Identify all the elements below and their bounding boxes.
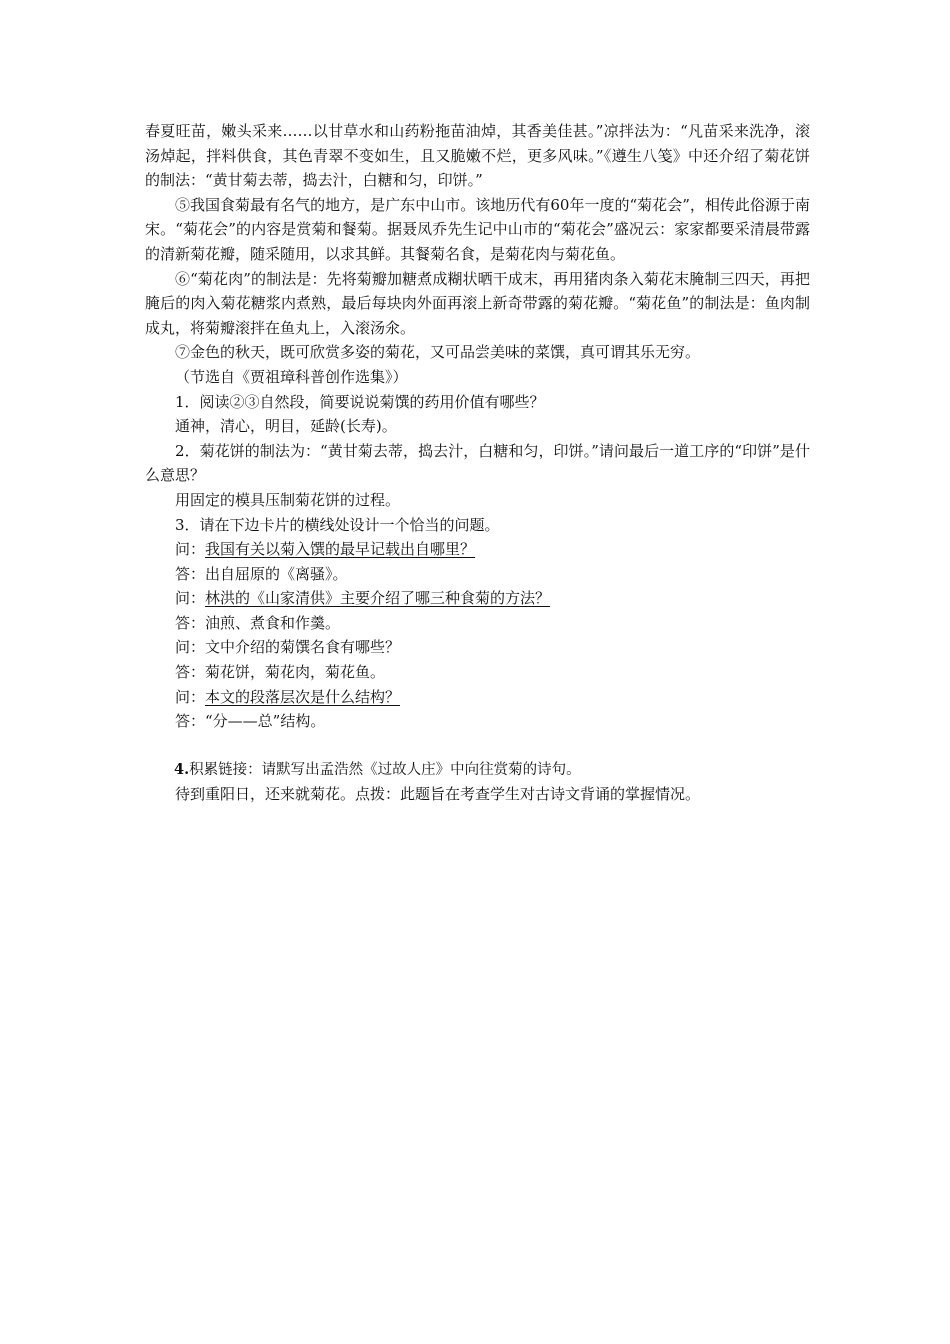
question-2-prompt: 2．菊花饼的制法为：“黄甘菊去蒂，捣去汁，白糖和匀，印饼。”请问最后一道工序的“印饼”是什么意思？ bbox=[145, 441, 810, 485]
card-question-2 bbox=[145, 586, 810, 611]
card-question-text: 本文的段落层次是什么结构？ bbox=[205, 687, 401, 706]
card-answer-3 bbox=[145, 660, 810, 685]
question-label: 问： bbox=[175, 540, 206, 559]
question-label: 问： bbox=[175, 687, 206, 706]
card-question-text: 我国有关以菊入馔的最早记载出自哪里？ bbox=[205, 540, 476, 559]
card-answer-4 bbox=[145, 709, 810, 734]
paragraph-4-continuation: 春夏旺苗，嫩头采来……以甘草水和山药粉拖苗油焯，其香美佳甚。”凉拌法为：“凡苗采来洗净，滚汤焯起，拌料供食，其色青翠不变如生，且又脆嫩不烂，更多风味。”《遵生八笺》中还介绍了菊花饼的制法：“黄甘菊去蒂，捣去汁，白糖和匀，印饼。” bbox=[145, 122, 810, 190]
question-3-prompt: 3．请在下边卡片的横线处设计一个恰当的问题。 bbox=[175, 515, 500, 534]
card-answer-2 bbox=[145, 611, 810, 636]
question-1-answer: 通神，清心，明目，延龄(长寿)。 bbox=[175, 417, 397, 436]
question-4-answer: 待到重阳日，还来就菊花。点拨：此题旨在考查学生对古诗文背诵的掌握情况。 bbox=[175, 785, 701, 804]
card-answer-text: “分——总”结构。 bbox=[205, 712, 326, 731]
paragraph-7: ⑦金色的秋天，既可欣赏多姿的菊花，又可品尝美味的菜馔，真可谓其乐无穷。 bbox=[175, 343, 701, 362]
paragraph-5: ⑤我国食菊最有名气的地方，是广东中山市。该地历代有60年一度的“菊花会”，相传此俗源于南宋。“菊花会”的内容是赏菊和餐菊。据聂凤乔先生记中山市的“菊花会”盛况云：家家都要采清晨带露的清新菊花瓣，随采随用，以求其鲜。其餐菊名食，是菊花肉与菊花鱼。 bbox=[145, 195, 810, 263]
question-4-text: 积累链接：请默写出孟浩然《过故人庄》中向往赏菊的诗句。 bbox=[189, 761, 581, 778]
card-question-3 bbox=[145, 635, 810, 660]
question-label: 问： bbox=[175, 589, 206, 608]
document-body bbox=[145, 119, 810, 807]
question-label: 问： bbox=[175, 638, 206, 657]
section-gap bbox=[145, 734, 810, 758]
source-note: （节选自《贾祖璋科普创作选集》） bbox=[175, 367, 408, 386]
question-4-number: 4. bbox=[174, 760, 190, 778]
card-answer-1 bbox=[145, 562, 810, 587]
card-question-text: 文中介绍的菊馔名食有哪些？ bbox=[205, 638, 401, 657]
card-answer-text: 油煎、煮食和作羹。 bbox=[205, 613, 341, 632]
answer-label: 答： bbox=[175, 712, 206, 731]
answer-label: 答： bbox=[175, 564, 206, 583]
card-question-4 bbox=[145, 685, 810, 710]
answer-label: 答： bbox=[175, 613, 206, 632]
card-answer-text: 出自屈原的《离骚》。 bbox=[205, 564, 348, 583]
question-4-prompt bbox=[145, 758, 810, 783]
card-question-text: 林洪的《山家清供》主要介绍了哪三种食菊的方法？ bbox=[205, 589, 551, 608]
card-question-1 bbox=[145, 537, 810, 562]
question-2-answer: 用固定的模具压制菊花饼的过程。 bbox=[175, 490, 401, 509]
question-1-prompt: 1．阅读②③自然段，简要说说菊馔的药用价值有哪些？ bbox=[175, 392, 545, 411]
card-answer-text: 菊花饼，菊花肉，菊花鱼。 bbox=[205, 663, 386, 682]
answer-label: 答： bbox=[175, 663, 206, 682]
paragraph-6: ⑥“菊花肉”的制法是：先将菊瓣加糖煮成糊状晒干成末，再用猪肉条入菊花末腌制三四天，再把腌后的肉入菊花糖浆内煮熟，最后每块肉外面再滚上新奇带露的菊花瓣。“菊花鱼”的制法是：鱼肉制成丸，将菊瓣滚拌在鱼丸上，入滚汤氽。 bbox=[145, 269, 810, 337]
